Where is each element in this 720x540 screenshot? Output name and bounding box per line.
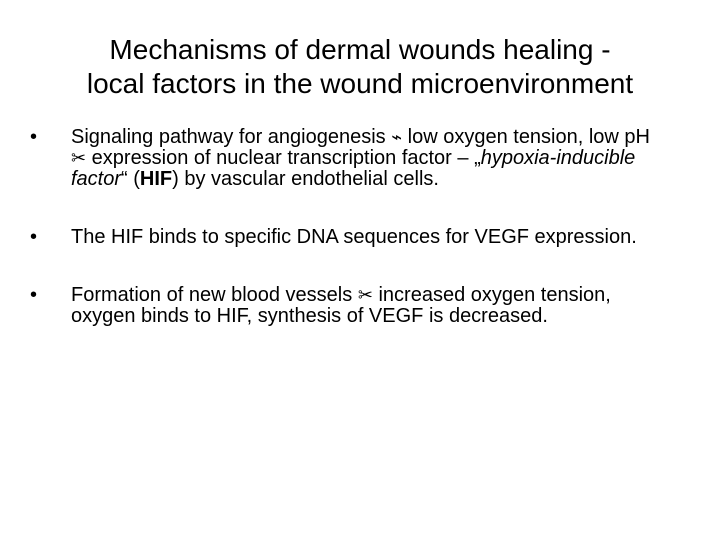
arrow-symbol-icon: ⌁ xyxy=(391,127,403,148)
slide-title xyxy=(30,33,690,101)
text-segment: increased oxygen tension, oxygen binds to HIF, synthesis of VEGF is decreased. xyxy=(71,284,611,327)
text-segment: ) by vascular endothelial cells. xyxy=(172,168,439,190)
italic-term: hypoxia-inducible factor xyxy=(71,147,636,190)
text-segment: expression of nuclear transcription factor – „ xyxy=(91,147,481,169)
bullet-text xyxy=(71,126,650,190)
title-line-2: local factors in the wound microenvironment xyxy=(86,68,634,99)
bullet-text xyxy=(71,284,611,327)
bullet-item xyxy=(30,127,670,189)
scissors-symbol-icon: ✂ xyxy=(71,148,87,169)
text-segment: Formation of new blood vessels xyxy=(71,284,353,306)
bullet-marker: • xyxy=(30,126,38,148)
text-segment: “ ( xyxy=(121,168,140,190)
scissors-symbol-icon: ✂ xyxy=(357,285,373,306)
text-segment: low oxygen tension, low pH xyxy=(407,126,650,148)
bullet-item xyxy=(30,285,670,326)
bullet-text: The HIF binds to specific DNA sequences for VEGF expression. xyxy=(71,226,637,248)
text-segment: Signaling pathway for angiogenesis xyxy=(71,126,386,148)
bold-term: HIF xyxy=(139,168,173,190)
bullet-marker: • xyxy=(30,226,38,248)
bullet-list xyxy=(30,127,670,326)
bullet-item xyxy=(30,227,670,247)
bullet-marker: • xyxy=(30,284,38,306)
title-line-1: Mechanisms of dermal wounds healing - xyxy=(109,34,611,65)
